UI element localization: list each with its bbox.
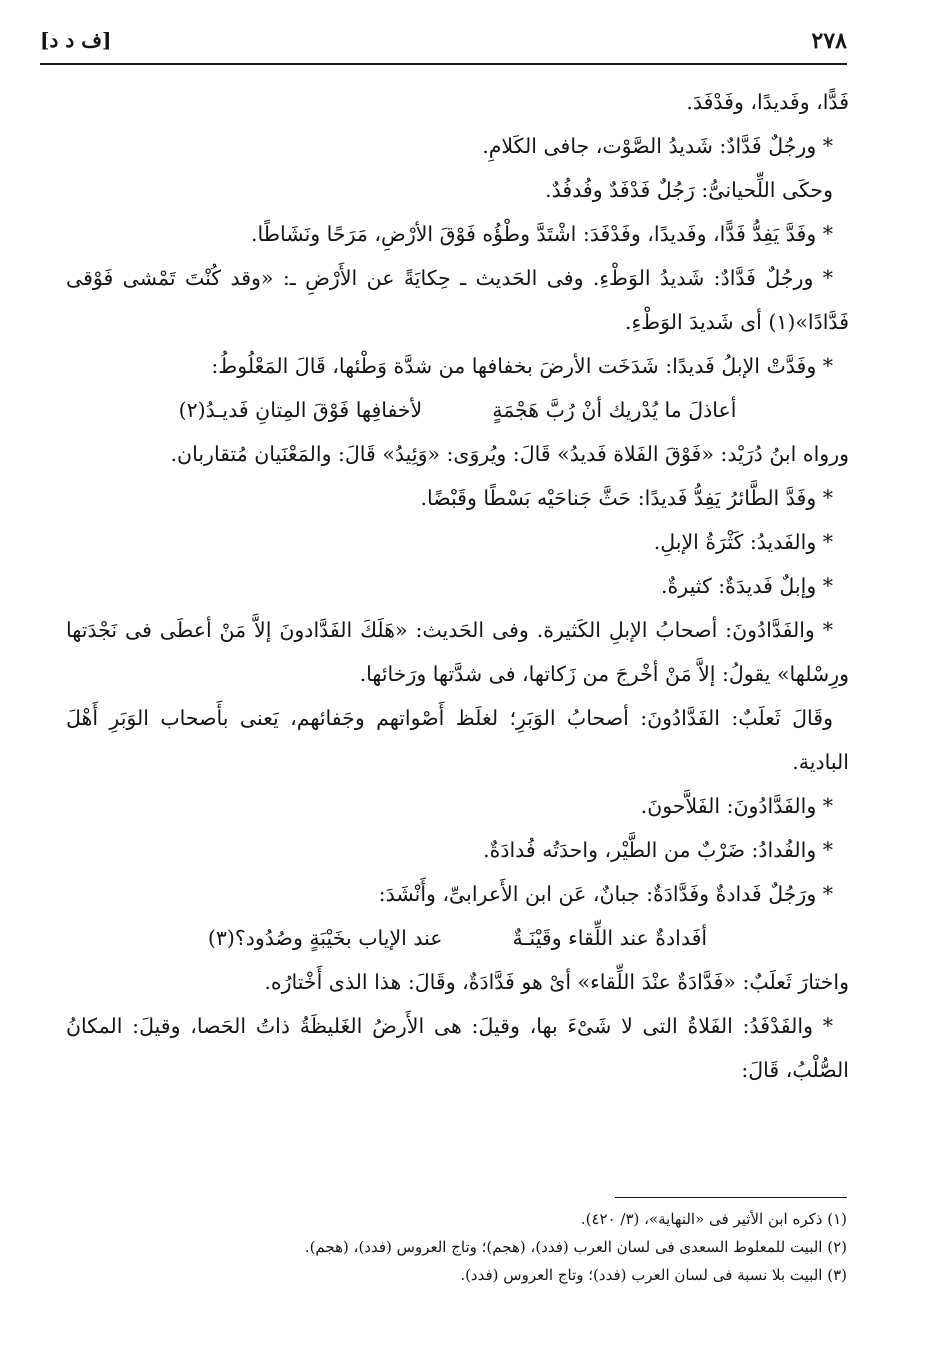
header-rule (40, 63, 847, 65)
entry-paragraph: * وفَدَّتْ الإبلُ فَديدًا: شَدَخَت الأرضَ بخفافها من شدَّة وَطْئها، قَالَ المَعْلُوطُ: (211, 354, 833, 378)
entry-paragraph: * والفَدْفَدُ: الفَلاةُ التى لا شَىْءَ بها، وقيلَ: هى الأَرضُ الغَليظَةُ ذاتُ الحَصا، وقيلَ: المكانُ الصُّلْبُ، قَالَ: (66, 1014, 849, 1082)
footnote: (٣) البيت بلا نسبة فى لسان العرب (فدد)؛ وتاج العروس (فدد). (460, 1266, 847, 1284)
section-marker: [ف د د] (40, 28, 112, 52)
entry-paragraph: * وفَدَّ الطَّائرُ يَفِدُّ فَديدًا: حَثَّ جَناحَيْه بَسْطًا وقَبْضًا. (420, 486, 833, 510)
entry-paragraph: * وإبلٌ فَديدَةٌ: كثيرةٌ. (661, 574, 833, 598)
page-header (40, 22, 847, 62)
body-text (66, 80, 849, 1092)
verse-line (66, 916, 849, 960)
verse-line (66, 388, 849, 432)
footnote: (٢) البيت للمعلوط السعدى فى لسان العرب (فدد)، (هجم)؛ وتاج العروس (فدد)، (هجم). (304, 1238, 847, 1256)
entry-paragraph: * والفُدادُ: ضَرْبٌ من الطَّيْر، واحدَتُه فُدادَةٌ. (483, 838, 833, 862)
entry-paragraph: * وفَدَّ يَفِدُّ فَدًّا، وفَديدًا، وفَدْفَدَ: اشْتَدَّ وطْؤُه فَوْقَ الأرْضِ، مَرَحًا ونَشَاطًا. (250, 222, 833, 246)
verse-first-hemistich: أعاذلَ ما يُدْريك أنْ رُبَّ هَجْمَةٍ (492, 398, 737, 422)
verse-second-hemistich: عند الإياب بخَيْبَةٍ وصُدُود؟(٣) (207, 926, 443, 950)
entry-paragraph: * ورجُلٌ فَدَّادٌ: شَديدُ الوَطْءِ. وفى الحَديث ـ حِكايَةً عن الأَرْضِ ـ: «وقد كُنْتَ تَمْشى فَوْقى فَدَّادًا»(١) أى شَديدَ الوَطْءِ. (66, 266, 849, 334)
verse-second-hemistich: لأخفافِها فَوْقَ المِتانِ فَديـدُ(٢) (178, 398, 423, 422)
verse-first-hemistich: أفَدادةٌ عند اللِّقاء وقَيْنَـةٌ (512, 926, 708, 950)
footnotes (66, 1205, 847, 1289)
footnote: (١) ذكره ابن الأثير فى «النهاية»، (٣/ ٤٢٠). (580, 1210, 847, 1228)
entry-paragraph: وحكَى اللِّحيانىُّ: رَجُلٌ فَدْفَدٌ وفُدفُدٌ. (545, 178, 833, 202)
entry-paragraph: * والفَدَّادُونَ: الفَلاَّحونَ. (640, 794, 833, 818)
entry-paragraph: ورواه ابنُ دُرَيْد: «فَوْقَ الفَلاة فَديدُ» قَالَ: ويُروَى: «وَئِيدُ» قَالَ: والمَعْنَيان مُتقاربان. (170, 442, 849, 466)
entry-paragraph: واختارَ ثَعلَبٌ: «فَدَّادَةٌ عنْدَ اللِّقاء» أىْ هو فَدَّادَةٌ، وقَالَ: هذا الذى أَخْتارُه. (264, 970, 849, 994)
page-number: ٢٧٨ (811, 28, 847, 54)
entry-paragraph: وقَالَ ثَعلَبٌ: الفَدَّادُونَ: أصحابُ الوَبَرِ؛ لغلَظ أَصْواتهم وجَفائهم، يَعنى بأَصحاب الوَبَرِ أَهْلَ البادية. (66, 706, 849, 774)
footnote-rule (615, 1197, 847, 1198)
entry-paragraph: * ورجُلٌ فَدَّادٌ: شَديدُ الصَّوْت، جافى الكَلامِ. (482, 134, 833, 158)
entry-paragraph: * والفَديدُ: كَثْرَةُ الإبلِ. (653, 530, 833, 554)
entry-paragraph: * ورَجُلٌ فَدادةٌ وفَدَّادَةٌ: جبانٌ، عَن ابن الأَعرابىِّ، وأَنْشَدَ: (378, 882, 833, 906)
entry-paragraph: * والفَدَّادُونَ: أصحابُ الإبلِ الكَثيرة. وفى الحَديث: «هَلَكَ الفَدَّادونَ إلاَّ مَنْ أعطَى فى نَجْدَتها ورِسْلها» يقولُ: إلاَّ مَنْ أخْرجَ من زَكاتها، فى شدَّتها ورَخائها. (66, 618, 849, 686)
entry-paragraph: فَدًّا، وفَديدًا، وفَدْفَدَ. (686, 90, 849, 114)
